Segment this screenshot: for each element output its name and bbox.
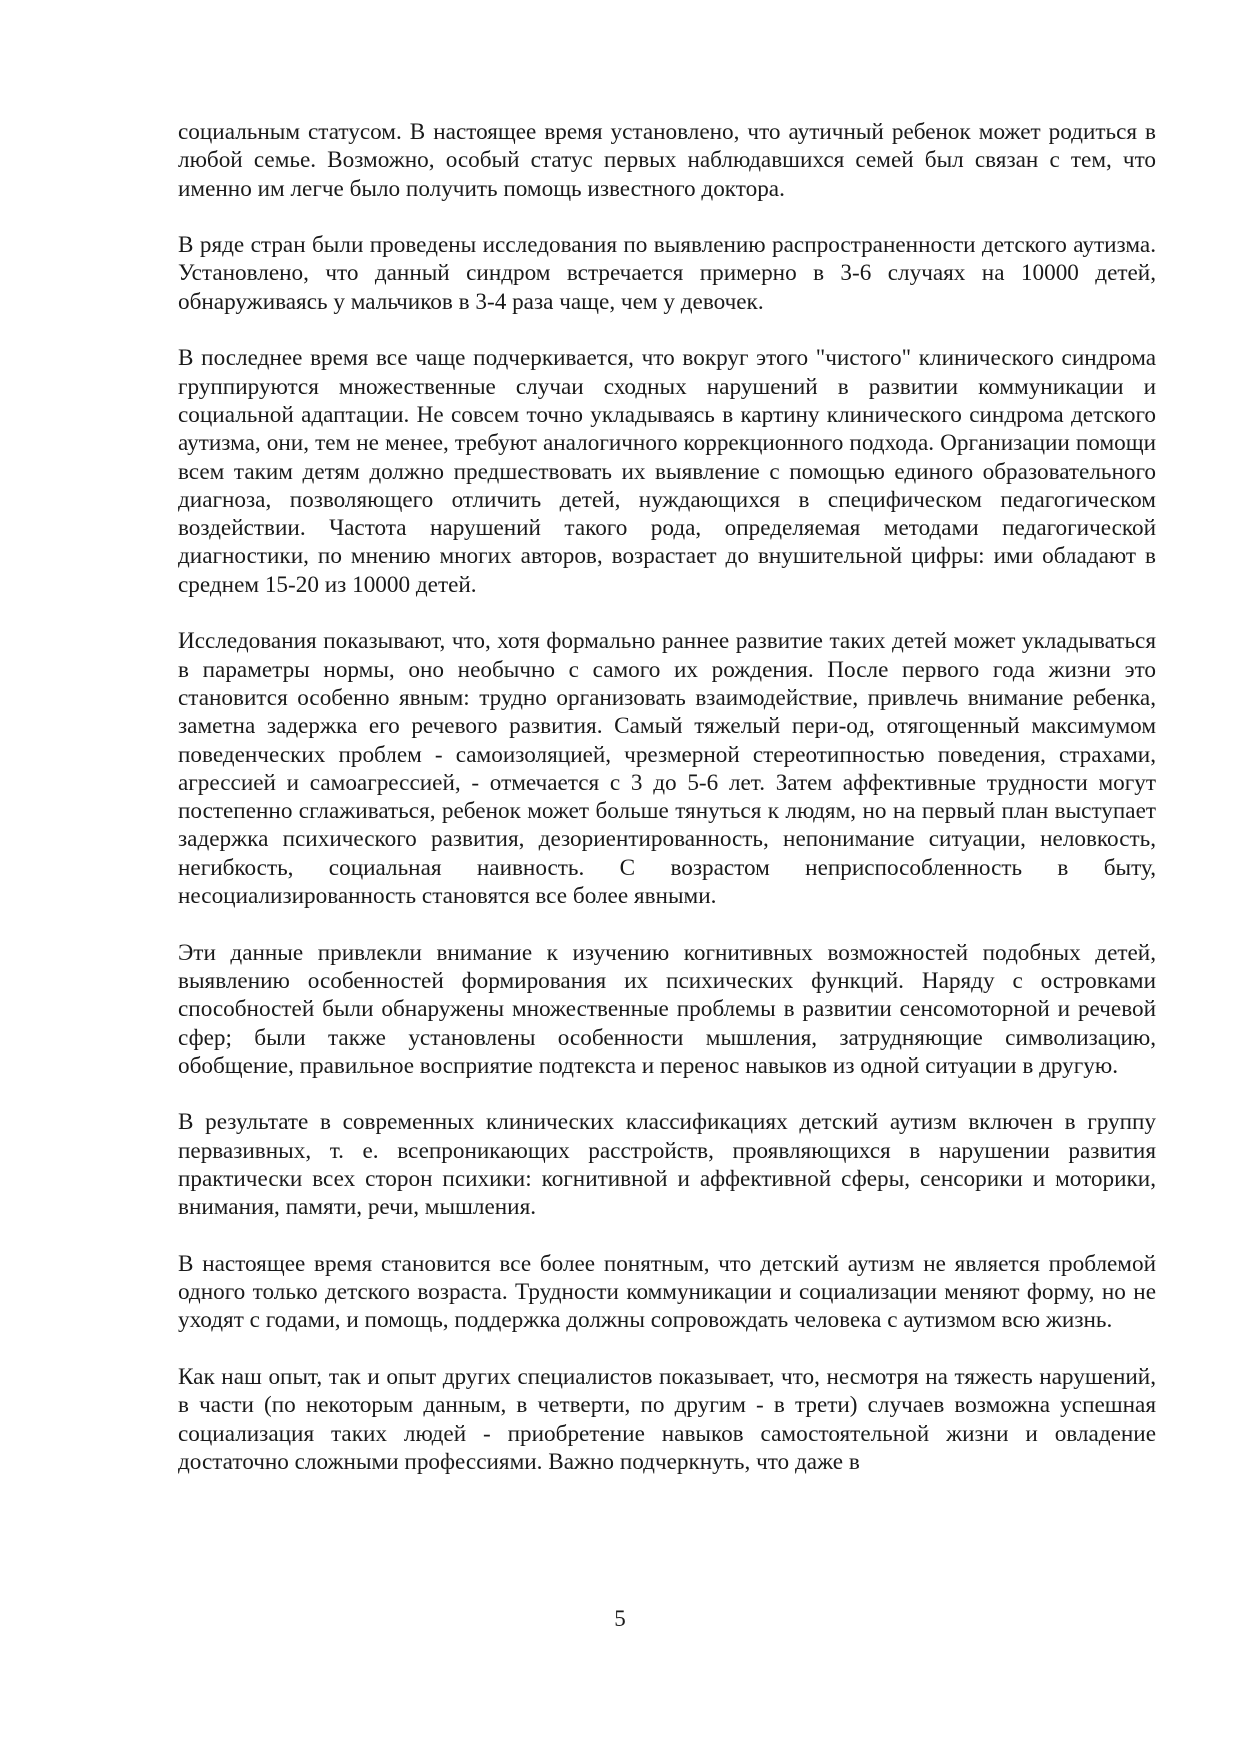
- paragraph-lifelong: В настоящее время становится все более понятным, что детский аутизм не является проблемой одного только детского возраста. Трудности коммуникации и социализации меняют форму, но не уходят с годами, и помощь, поддержка должны сопровождать человека с аутизмом всю жизнь.: [178, 1250, 1156, 1334]
- paragraph-prevalence: В ряде стран были проведены исследования по выявлению распространенности детского аутизма. Установлено, что данный синдром встречается примерно в 3-6 случаях на 10000 детей, обнаруживаясь у мальчиков в 3-4 раза чаще, чем у девочек.: [178, 232, 1156, 315]
- page-number: 5: [614, 1606, 626, 1631]
- paragraph-clinical-syndrome: В последнее время все чаще подчеркивается, что вокруг этого "чистого" клинического синдрома группируются множественные случаи сходных нарушений в развитии коммуникации и социальной адаптации. Не совсем точно укладываясь в картину клинического синдрома детского аутизма, они, тем не менее, требуют аналогичного коррекционного подхода. Организации помощи всем таким детям должно предшествовать их выявление с помощью единого образовательного диагноза, позволяющего отличить детей, нуждающихся в специфическом педагогическом воздействии. Частота нарушений такого рода, определяемая методами педагогической диагностики, по мнению многих авторов, возрастает до внушительной цифры: ими обладают в среднем 15-20 из 10000 детей.: [178, 345, 1156, 598]
- paragraph-cognitive: Эти данные привлекли внимание к изучению когнитивных возможностей подобных детей, выявлению особенностей формирования их психических функций. Наряду с островками способностей были обнаружены множественные проблемы в развитии сенсомоторной и речевой сфер; были также установлены особенности мышления, затрудняющие символизацию, обобщение, правильное восприятие подтекста и перенос навыков из одной ситуации в другую.: [178, 939, 1156, 1079]
- paragraph-classification: В результате в современных клинических классификациях детский аутизм включен в группу первазивных, т. е. всепроникающих расстройств, проявляющихся в нарушении развития практически всех сторон психики: когнитивной и аффективной сферы, сенсорики и моторики, внимания, памяти, речи, мышления.: [178, 1109, 1156, 1221]
- body-text: [178, 118, 1156, 1505]
- paragraph-early-development: Исследования показывают, что, хотя формально раннее развитие таких детей может укладываться в параметры нормы, оно необычно с самого их рождения. После первого года жизни это становится особенно явным: трудно организовать взаимодействие, привлечь внимание ребенка, заметна задержка его речевого развития. Самый тяжелый пери-од, отягощенный максимумом поведенческих проблем - самоизоляцией, чрезмерной стереотипностью поведения, страхами, агрессией и самоагрессией, - отмечается с 3 до 5-6 лет. Затем аффективные трудности могут постепенно сглаживаться, ребенок может больше тянуться к людям, но на первый план выступает задержка психического развития, дезориентированность, непонимание ситуации, неловкость, негибкость, социальная наивность. С возрастом неприспособленность в быту, несоциализированность становятся все более явными.: [178, 628, 1156, 910]
- paragraph-socialization: Как наш опыт, так и опыт других специалистов показывает, что, несмотря на тяжесть нарушений, в части (по некоторым данным, в четверти, по другим - в трети) случаев возможна успешная социализация таких людей - приобретение навыков самостоятельной жизни и овладение достаточно сложными профессиями. Важно подчеркнуть, что даже в: [178, 1364, 1156, 1475]
- paragraph-social-status: социальным статусом. В настоящее время установлено, что аутичный ребенок может родиться в любой семье. Возможно, особый статус первых наблюдавшихся семей был связан с тем, что именно им легче было получить помощь известного доктора.: [178, 119, 1156, 202]
